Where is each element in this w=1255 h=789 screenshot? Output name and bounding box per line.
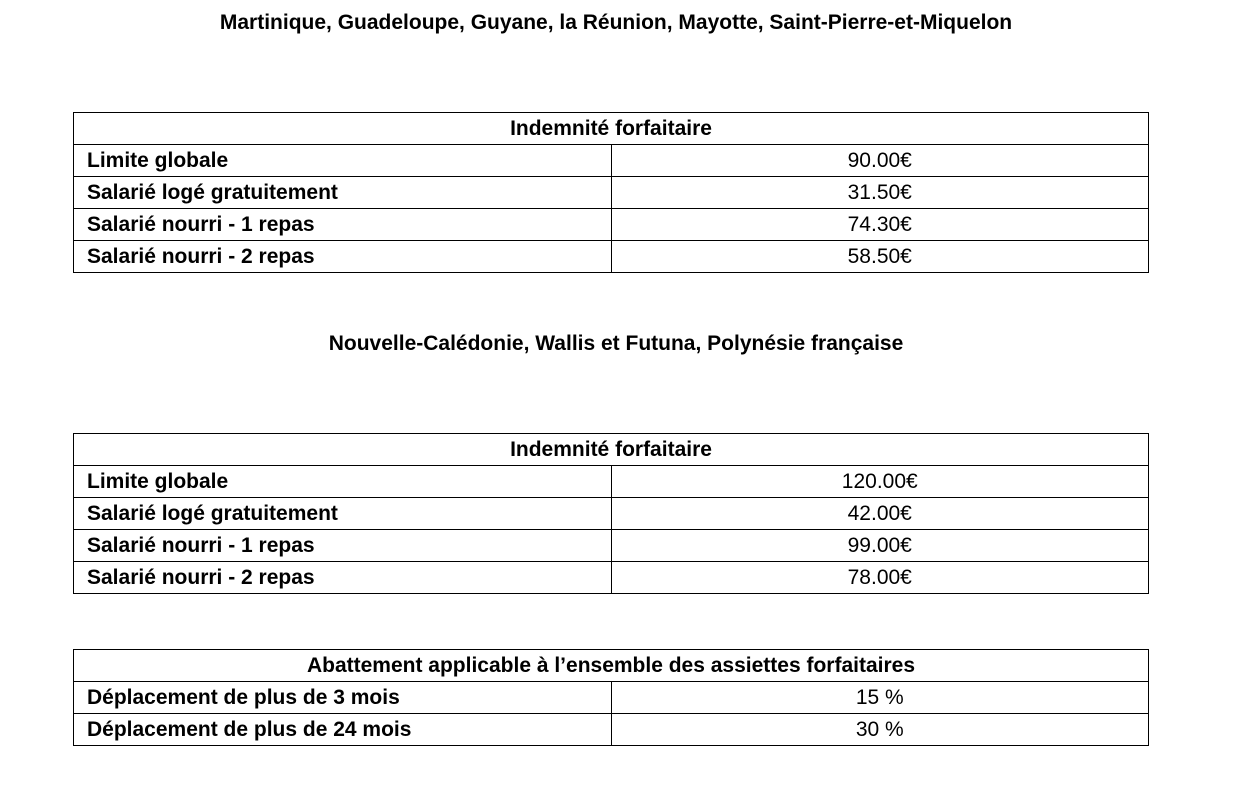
table-row — [74, 466, 1149, 498]
row-value: 58.50€ — [611, 241, 1149, 273]
indemnity-table-dom — [73, 112, 1149, 273]
row-value: 90.00€ — [611, 145, 1149, 177]
indemnity-table-com — [73, 433, 1149, 594]
row-value: 42.00€ — [611, 498, 1149, 530]
table-header: Abattement applicable à l’ensemble des assiettes forfaitaires — [74, 650, 1149, 682]
table-row — [74, 209, 1149, 241]
table-header: Indemnité forfaitaire — [74, 113, 1149, 145]
table-header: Indemnité forfaitaire — [74, 434, 1149, 466]
table-row — [74, 241, 1149, 273]
row-value: 74.30€ — [611, 209, 1149, 241]
row-label: Salarié logé gratuitement — [74, 498, 612, 530]
table-row — [74, 498, 1149, 530]
row-value: 78.00€ — [611, 562, 1149, 594]
table-header-row — [74, 434, 1149, 466]
row-label: Salarié nourri - 1 repas — [74, 530, 612, 562]
row-value: 31.50€ — [611, 177, 1149, 209]
section-title-dom: Martinique, Guadeloupe, Guyane, la Réunion, Mayotte, Saint-Pierre-et-Miquelon — [219, 11, 1013, 34]
table-row — [74, 530, 1149, 562]
table-row — [74, 562, 1149, 594]
row-label: Limite globale — [74, 466, 612, 498]
row-label: Salarié nourri - 2 repas — [74, 241, 612, 273]
row-value: 30 % — [611, 714, 1149, 746]
table-row — [74, 177, 1149, 209]
table-header-row — [74, 113, 1149, 145]
table-row — [74, 145, 1149, 177]
table-row — [74, 714, 1149, 746]
row-label: Limite globale — [74, 145, 612, 177]
row-value: 99.00€ — [611, 530, 1149, 562]
row-value: 15 % — [611, 682, 1149, 714]
table-header-row — [74, 650, 1149, 682]
abatement-table — [73, 649, 1149, 746]
section-title-com: Nouvelle-Calédonie, Wallis et Futuna, Polynésie française — [328, 332, 904, 355]
row-label: Salarié logé gratuitement — [74, 177, 612, 209]
row-label: Déplacement de plus de 3 mois — [74, 682, 612, 714]
row-label: Salarié nourri - 1 repas — [74, 209, 612, 241]
row-label: Déplacement de plus de 24 mois — [74, 714, 612, 746]
row-value: 120.00€ — [611, 466, 1149, 498]
row-label: Salarié nourri - 2 repas — [74, 562, 612, 594]
table-row — [74, 682, 1149, 714]
